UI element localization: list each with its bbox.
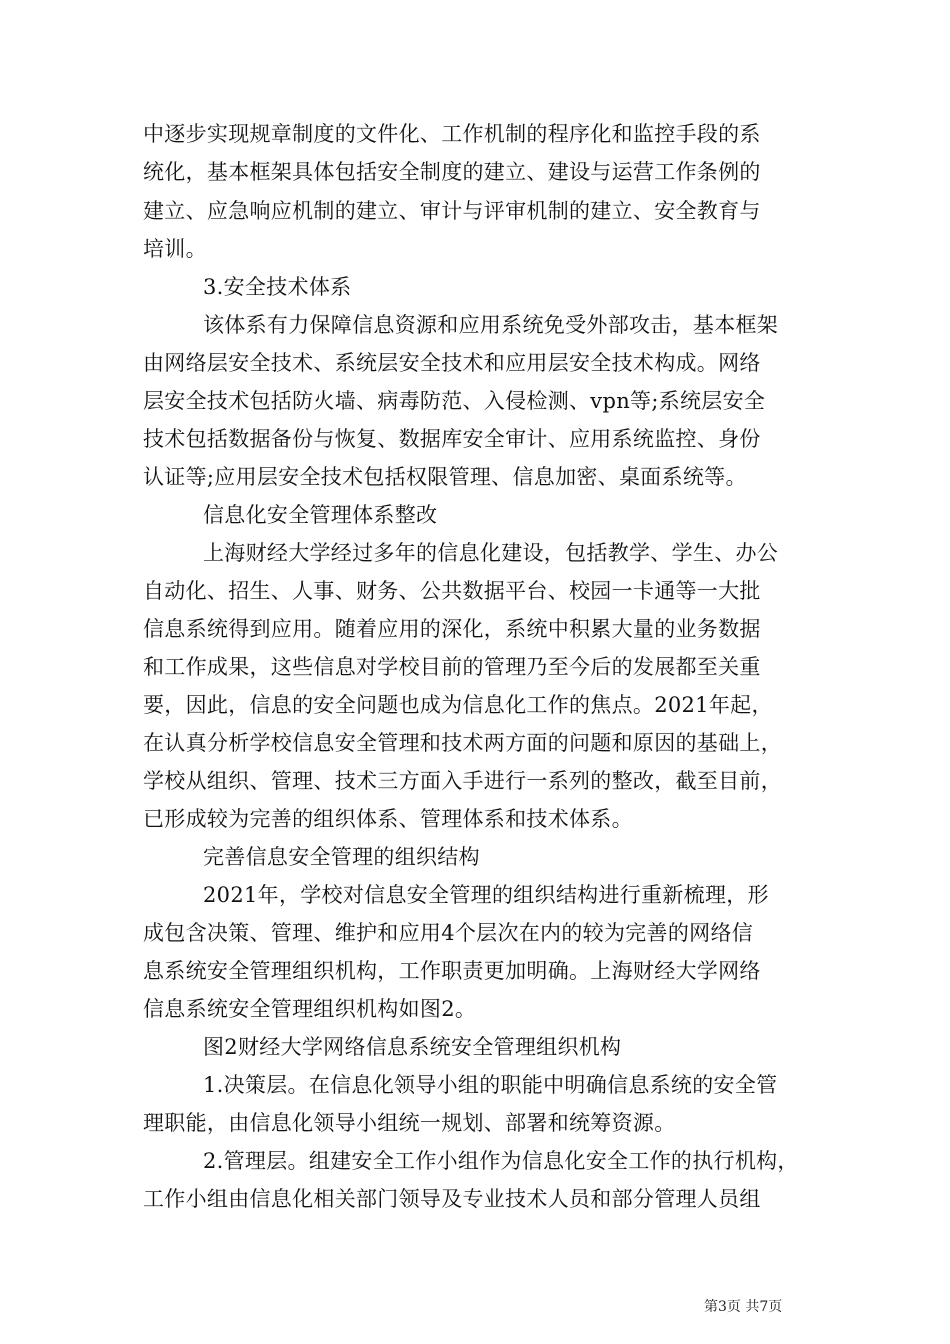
body-text-line: 在认真分析学校信息安全管理和技术两方面的问题和原因的基础上， [143,731,782,755]
body-text-line: 工作小组由信息化相关部门领导及专业技术人员和部分管理人员组 [143,1187,761,1211]
body-text-line: 上海财经大学经过多年的信息化建设，包括教学、学生、办公 [203,541,779,565]
body-text-line: 理职能，由信息化领导小组统一规划、部署和统筹资源。 [143,1111,676,1135]
body-text-line: 自动化、招生、人事、财务、公共数据平台、校园一卡通等一大批 [143,579,761,603]
body-text-line: 培训。 [143,237,207,261]
body-text-line: 层安全技术包括防火墙、病毒防范、入侵检测、vpn等;系统层安全 [143,389,766,413]
page-number-footer: 第3页 共7页 [704,1299,783,1315]
body-text-line: 2021年，学校对信息安全管理的组织结构进行重新梳理，形 [203,883,769,907]
body-text-line: 统化，基本框架具体包括安全制度的建立、建设与运营工作条例的 [143,160,761,184]
body-text-line: 息系统安全管理组织机构，工作职责更加明确。上海财经大学网络 [143,959,761,983]
body-text-line: 成包含决策、管理、维护和应用4个层次在内的较为完善的网络信 [143,921,754,945]
body-text-line: 已形成较为完善的组织体系、管理体系和技术体系。 [143,807,633,831]
section-heading: 信息化安全管理体系整改 [203,503,438,527]
body-text-line: 和工作成果，这些信息对学校目前的管理乃至今后的发展都至关重 [143,655,761,679]
body-text-line: 2.管理层。组建安全工作小组作为信息化安全工作的执行机构， [203,1149,799,1173]
body-text-line: 技术包括数据备份与恢复、数据库安全审计、应用系统监控、身份 [143,427,761,451]
body-text-line: 学校从组织、管理、技术三方面入手进行一系列的整改，截至目前， [143,769,782,793]
section-heading: 3.安全技术体系 [203,275,352,299]
body-text-line: 信息系统安全管理组织机构如图2。 [143,997,477,1021]
body-text-line: 中逐步实现规章制度的文件化、工作机制的程序化和监控手段的系 [143,122,761,146]
body-text-line: 信息系统得到应用。随着应用的深化，系统中积累大量的业务数据 [143,617,761,641]
figure-caption: 图2财经大学网络信息系统安全管理组织机构 [203,1035,622,1059]
body-text-line: 建立、应急响应机制的建立、审计与评审机制的建立、安全教育与 [143,199,761,223]
body-text-line: 由网络层安全技术、系统层安全技术和应用层安全技术构成。网络 [143,351,761,375]
body-text-line: 1.决策层。在信息化领导小组的职能中明确信息系统的安全管 [203,1073,778,1097]
body-text-line: 认证等;应用层安全技术包括权限管理、信息加密、桌面系统等。 [143,465,747,489]
section-heading: 完善信息安全管理的组织结构 [203,845,480,869]
body-text-line: 该体系有力保障信息资源和应用系统免受外部攻击，基本框架 [203,313,779,337]
body-text-line: 要，因此，信息的安全问题也成为信息化工作的焦点。2021年起， [143,693,773,717]
